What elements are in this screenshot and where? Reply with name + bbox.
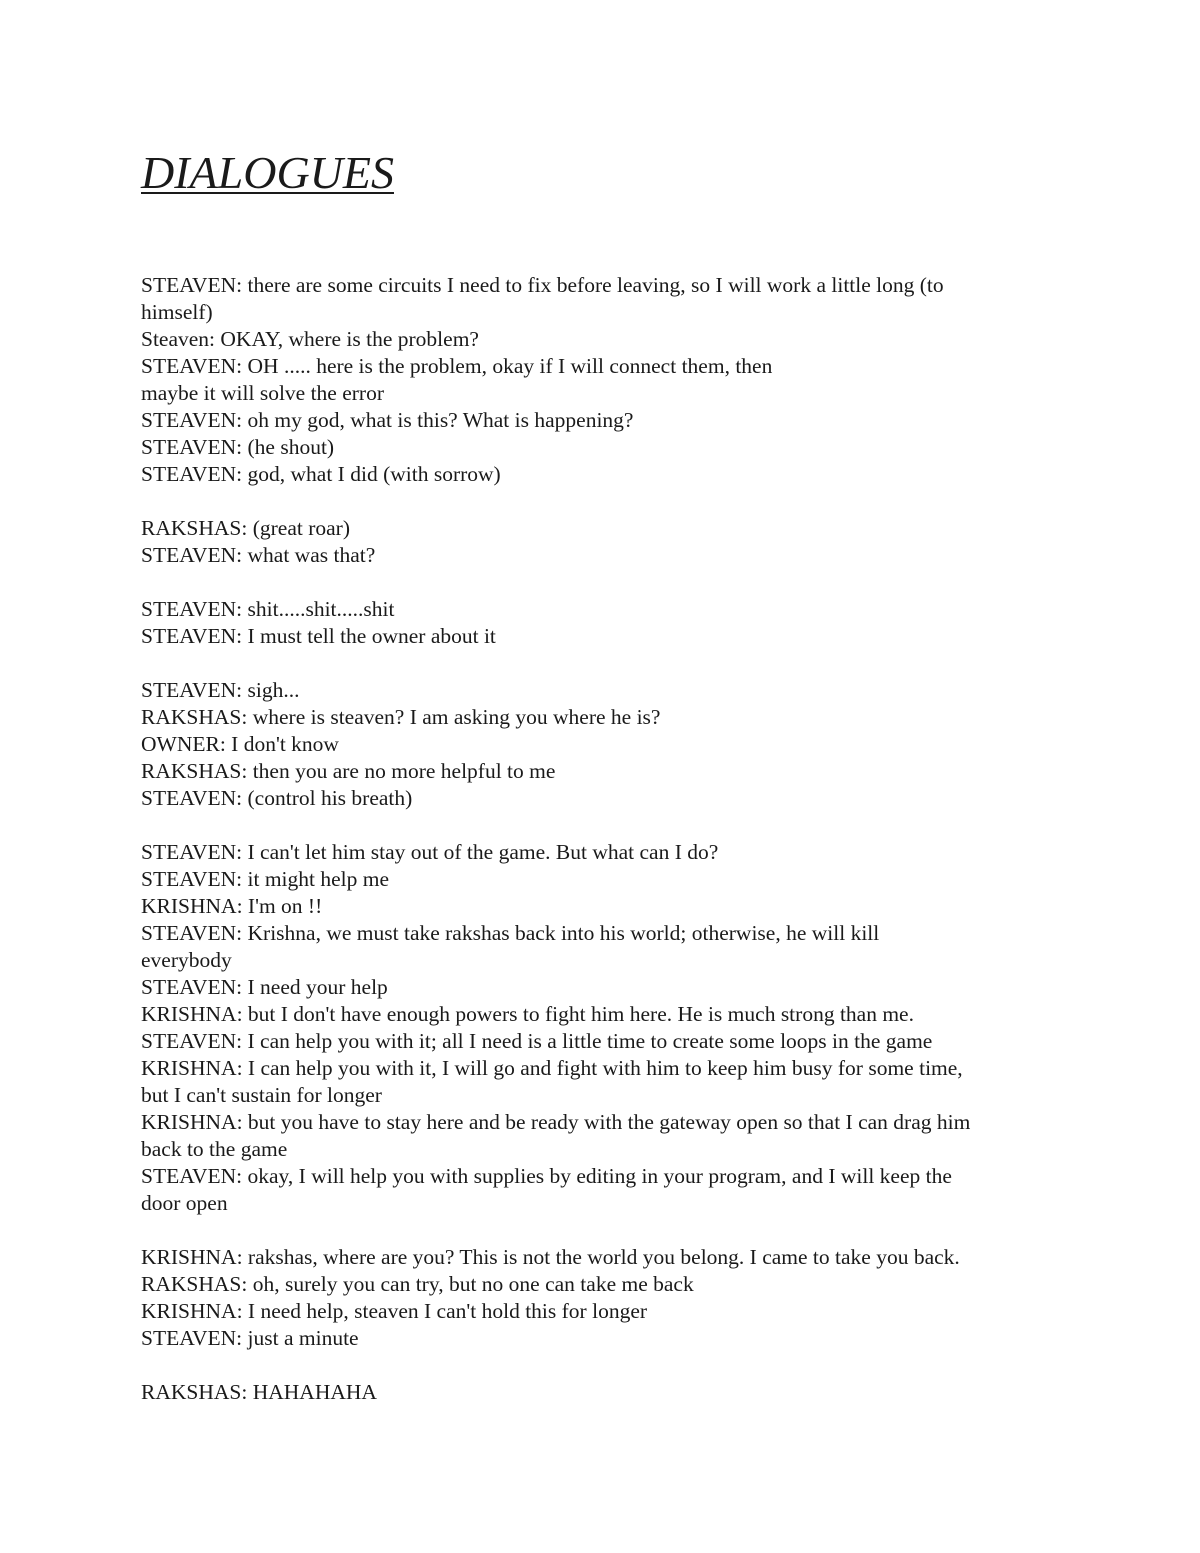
dialogue-line: KRISHNA: rakshas, where are you? This is not the world you belong. I came to take you back. [141,1245,960,1269]
dialogue-line: RAKSHAS: where is steaven? I am asking you where he is? [141,705,661,729]
dialogue-line: everybody [141,948,232,972]
dialogue-line: STEAVEN: Krishna, we must take rakshas back into his world; otherwise, he will kill [141,921,880,945]
paragraph-gap [141,1217,1061,1244]
dialogue-line: himself) [141,300,213,324]
dialogue-line: RAKSHAS: HAHAHAHA [141,1380,377,1404]
dialogue-line: KRISHNA: but I don't have enough powers to fight him here. He is much strong than me. [141,1002,914,1026]
dialogue-line: RAKSHAS: (great roar) [141,516,350,540]
dialogue-line: RAKSHAS: then you are no more helpful to me [141,759,556,783]
dialogue-line: STEAVEN: there are some circuits I need to fix before leaving, so I will work a little long (to [141,273,944,297]
dialogue-line: Steaven: OKAY, where is the problem? [141,327,479,351]
dialogue-line: STEAVEN: I can help you with it; all I need is a little time to create some loops in the game [141,1029,933,1053]
document-title: DIALOGUES [141,147,394,198]
dialogue-line: maybe it will solve the error [141,381,384,405]
dialogue-line: STEAVEN: okay, I will help you with supplies by editing in your program, and I will keep the [141,1164,952,1188]
dialogue-line: KRISHNA: I need help, steaven I can't hold this for longer [141,1299,648,1323]
dialogue-line: STEAVEN: I can't let him stay out of the game. But what can I do? [141,840,719,864]
dialogue-line: back to the game [141,1137,288,1161]
dialogue-line: STEAVEN: sigh... [141,678,300,702]
dialogue-line: STEAVEN: I need your help [141,975,388,999]
dialogue-line: door open [141,1191,228,1215]
dialogue-line: STEAVEN: (he shout) [141,435,335,459]
paragraph-gap [141,569,1061,596]
dialogue-line: STEAVEN: shit.....shit.....shit [141,597,395,621]
dialogue-line: STEAVEN: (control his breath) [141,786,413,810]
dialogue-line: STEAVEN: oh my god, what is this? What is happening? [141,408,634,432]
paragraph-gap [141,1352,1061,1379]
dialogue-line: KRISHNA: but you have to stay here and be ready with the gateway open so that I can drag him [141,1110,971,1134]
paragraph-gap [141,812,1061,839]
paragraph-gap [141,650,1061,677]
dialogue-line: KRISHNA: I can help you with it, I will go and fight with him to keep him busy for some time, [141,1056,963,1080]
dialogue-line: STEAVEN: I must tell the owner about it [141,624,496,648]
dialogue-line: OWNER: I don't know [141,732,339,756]
dialogue-line: RAKSHAS: oh, surely you can try, but no one can take me back [141,1272,694,1296]
paragraph-gap [141,488,1061,515]
dialogue-line: KRISHNA: I'm on !! [141,894,323,918]
dialogue-line: STEAVEN: just a minute [141,1326,359,1350]
dialogue-line: STEAVEN: it might help me [141,867,390,891]
dialogue-line: STEAVEN: OH ..... here is the problem, okay if I will connect them, then [141,354,773,378]
document-page [141,140,1061,1406]
dialogue-body [141,272,1061,1406]
dialogue-line: but I can't sustain for longer [141,1083,382,1107]
dialogue-line: STEAVEN: god, what I did (with sorrow) [141,462,501,486]
dialogue-line: STEAVEN: what was that? [141,543,376,567]
